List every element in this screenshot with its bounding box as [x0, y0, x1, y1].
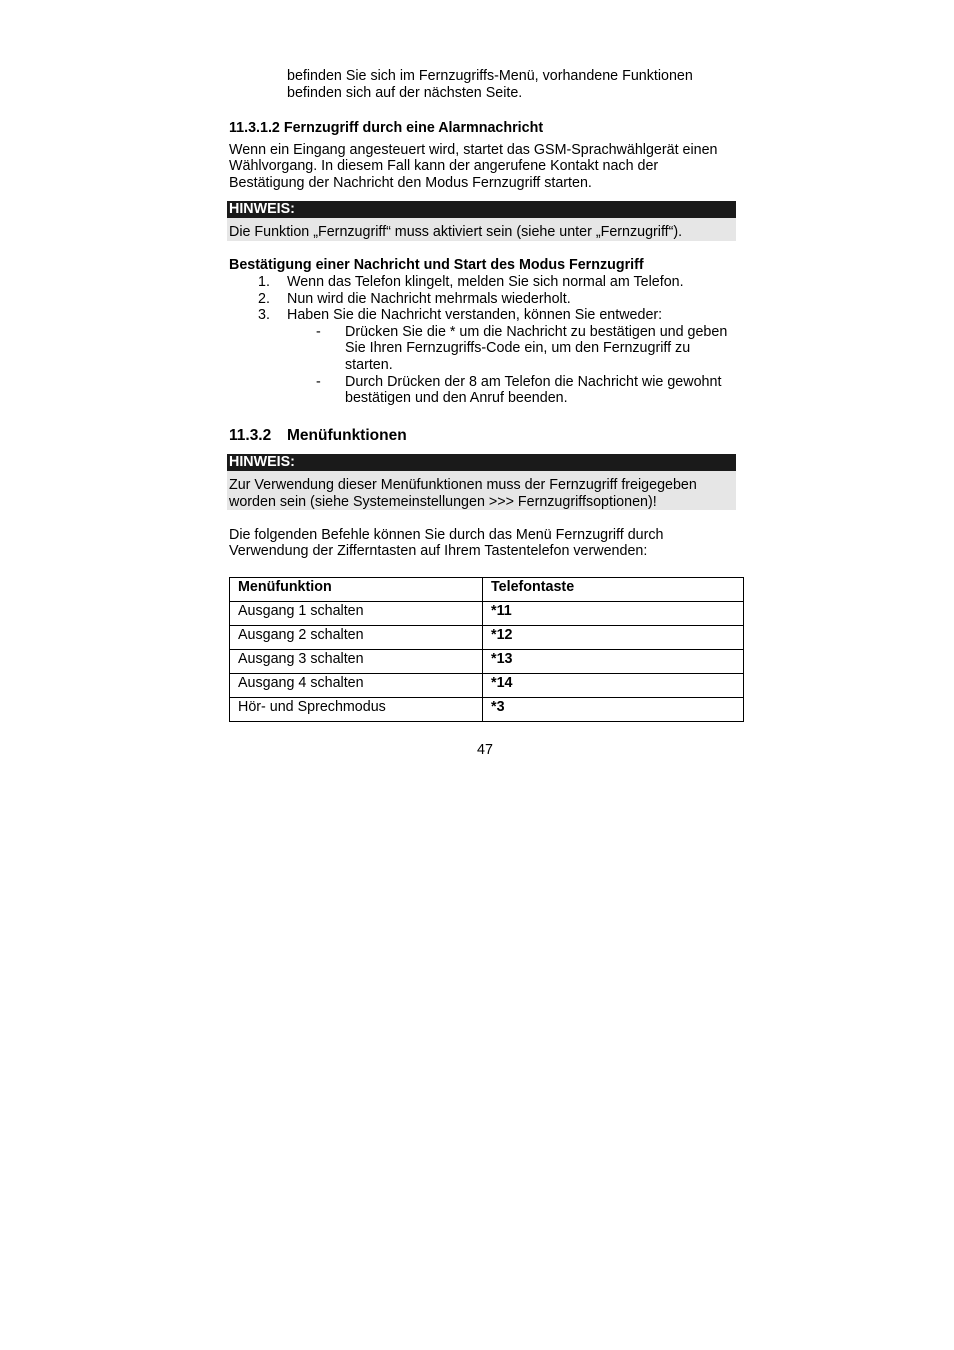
list-item: Wenn das Telefon klingelt, melden Sie sich normal am Telefon.	[287, 274, 684, 290]
table-row	[230, 602, 744, 626]
note-label: HINWEIS:	[227, 201, 736, 218]
section-number-1132: 11.3.2	[229, 427, 272, 444]
page-number: 47	[477, 742, 493, 758]
table-cell-function: Ausgang 3 schalten	[230, 650, 483, 674]
option-line: bestätigen und den Anruf beenden.	[345, 390, 568, 406]
note-box	[227, 218, 736, 241]
table-cell-key: *14	[483, 674, 744, 698]
table-cell-function: Ausgang 1 schalten	[230, 602, 483, 626]
menu-function-table	[229, 577, 744, 722]
section-paragraph-line: Bestätigung der Nachricht den Modus Fernzugriff starten.	[229, 175, 592, 191]
table-cell-key: *3	[483, 698, 744, 722]
list-item-number: 2.	[258, 291, 270, 307]
option-line: Drücken Sie die * um die Nachricht zu bestätigen und geben	[345, 324, 728, 340]
section-paragraph-line: Wählvorgang. In diesem Fall kann der angerufene Kontakt nach der	[229, 158, 659, 174]
option-line: Sie Ihren Fernzugriffs-Code ein, um den Fernzugriff zu	[345, 340, 691, 356]
section-paragraph-line: Die folgenden Befehle können Sie durch das Menü Fernzugriff durch	[229, 527, 664, 543]
table-cell-function: Ausgang 4 schalten	[230, 674, 483, 698]
note-label: HINWEIS:	[227, 454, 736, 471]
option-line: starten.	[345, 357, 393, 373]
table-cell-function: Hör- und Sprechmodus	[230, 698, 483, 722]
option-dash: -	[316, 374, 321, 390]
note-box	[227, 471, 736, 510]
table-header-row	[230, 578, 744, 602]
table-cell-function: Ausgang 2 schalten	[230, 626, 483, 650]
list-item: Haben Sie die Nachricht verstanden, können Sie entweder:	[287, 307, 663, 323]
table-row	[230, 674, 744, 698]
section-paragraph-line: Verwendung der Zifferntasten auf Ihrem Tastentelefon verwenden:	[229, 543, 648, 559]
option-line: Durch Drücken der 8 am Telefon die Nachricht wie gewohnt	[345, 374, 722, 390]
table-cell-key: *13	[483, 650, 744, 674]
table-cell-key: *12	[483, 626, 744, 650]
note-line: worden sein (siehe Systemeinstellungen >>> Fernzugriffsoptionen)!	[229, 494, 657, 510]
intro-line-2: befinden sich auf der nächsten Seite.	[287, 85, 523, 101]
section-heading-11312: 11.3.1.2 Fernzugriff durch eine Alarmnachricht	[229, 120, 544, 136]
note-line: Zur Verwendung dieser Menüfunktionen muss der Fernzugriff freigegeben	[229, 477, 697, 493]
intro-line-1: befinden Sie sich im Fernzugriffs-Menü, vorhandene Funktionen	[287, 68, 693, 84]
section-title-1132: Menüfunktionen	[287, 427, 407, 444]
option-dash: -	[316, 324, 321, 340]
table-header-cell: Telefontaste	[483, 578, 744, 602]
confirm-heading: Bestätigung einer Nachricht und Start des Modus Fernzugriff	[229, 257, 644, 273]
table-row	[230, 698, 744, 722]
note-text: Die Funktion „Fernzugriff“ muss aktiviert sein (siehe unter „Fernzugriff“).	[229, 224, 683, 240]
list-item: Nun wird die Nachricht mehrmals wiederholt.	[287, 291, 571, 307]
table-row	[230, 626, 744, 650]
table-header-cell: Menüfunktion	[230, 578, 483, 602]
list-item-number: 1.	[258, 274, 270, 290]
list-item-number: 3.	[258, 307, 270, 323]
table-row	[230, 650, 744, 674]
table-cell-key: *11	[483, 602, 744, 626]
section-paragraph-line: Wenn ein Eingang angesteuert wird, startet das GSM-Sprachwählgerät einen	[229, 142, 718, 158]
